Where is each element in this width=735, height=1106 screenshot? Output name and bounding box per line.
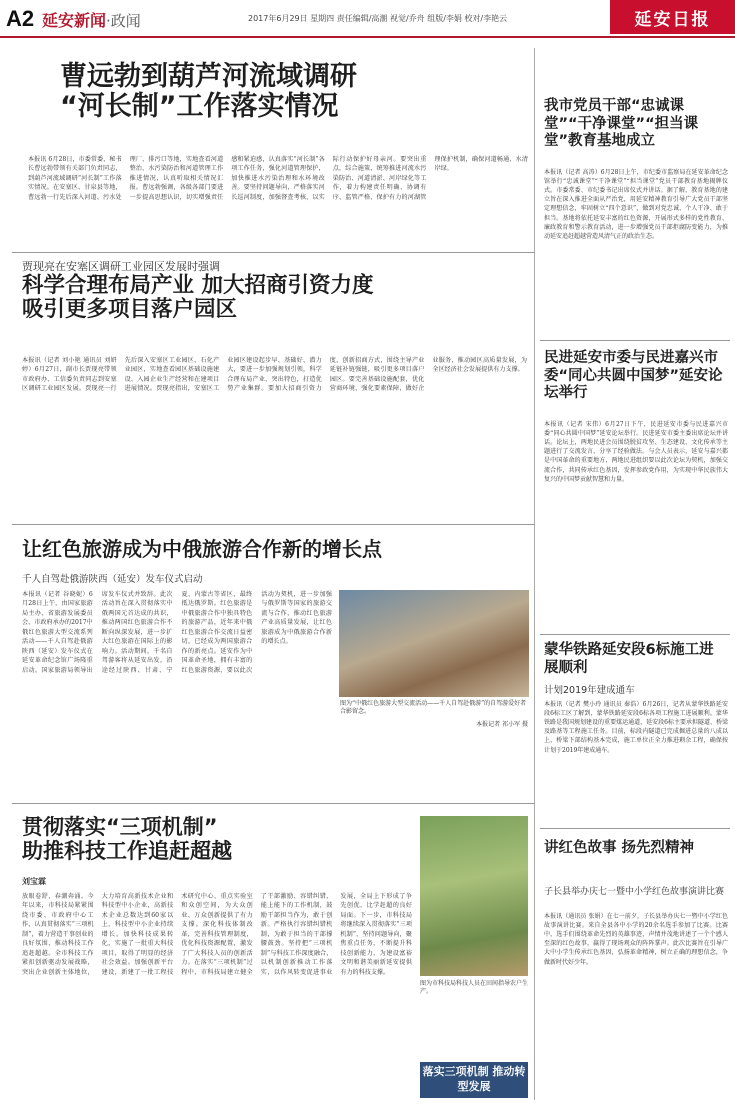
sidebar-3-body: 本报讯（记者 樊小玲 通讯员 秦浩）6月26日，记者从蒙华铁路延安段6标工区了解到，蒙华铁路延安段6标各项工程施工进展顺利。蒙华铁路是我国规划建设的重要煤运通道，延安段6标主要承担隧道、桥梁及路基等工程施工任务。目前，标段内隧道已完成掘进总量的八成以上，桥梁下部结构基本完成，施工单位正全力推进剩余工程，确保按计划于2019年建成通车。 [544,701,728,754]
article-3-photo [339,590,529,697]
article-2-headline [22,274,527,322]
sidebar-4-title: 讲红色故事 扬先烈精神 [544,840,695,856]
article-2-kicker: 贾现亮在安塞区调研工业园区发展时强调 [22,260,220,273]
sidebar-2-body: 本报讯（记者 宋伟）6月27日下午，民进延安市委与民进嘉兴市委“同心共圆中国梦”延安论坛举行。民进延安市委主委出席论坛并讲话。论坛上，两地民进会员围绕脱贫攻坚、生态建设、文化传承等主题进行了交流发言，分享了经验做法。与会人员表示，延安与嘉兴都是中国革命的重要地方，两地民进组织要以此次论坛为契机，加强交流合作，共同传承红色基因，发挥参政党作用，为实现中华民族伟大复兴的中国梦贡献智慧和力量。 [544,421,728,483]
sidebar-1-title: 我市党员干部“忠诚课堂”“干净课堂”“担当课堂”教育基地成立 [544,98,699,150]
sidebar-4-subtitle: 子长县举办庆七一暨中小学红色故事演讲比赛 [544,887,725,897]
article-4-title-line2: 助推科技工作追赶超越 [22,838,232,863]
article-2-body: 本报讯（记者 刘小艳 通讯员 刘妍婷）6月27日，副市长贾现亮带领市政府办、工信委负责同志到安塞区调研工业园区发展。贾现亮一行先后深入安塞区工业园区、石化产业园区，实地查看园区基础设施建设、入园企业生产经营和在建项目进展情况。贾现亮指出，安塞区工业园区建设起步早、基础好、潜力大，要进一步加强规划引领，科学合理布局产业，突出特色，打造优势产业集群。要加大招商引资力度，创新招商方式，围绕主导产业延链补链强链，吸引更多项目落户园区。要完善基础设施配套，优化营商环境，强化要素保障，做好企业服务，推动园区高质量发展，为全区经济社会发展提供有力支撑。 [22,357,527,393]
section-sub: ·政闻 [106,12,141,30]
divider [12,252,534,253]
article-3-photo-caption: 图为“中俄红色旅游大型交流活动——千人自驾赴俄游”的自驾游爱好者合影留念。 [340,700,527,716]
divider [12,803,534,804]
section-title [42,8,141,31]
header-rule [0,36,735,38]
article-4-photo-caption: 图为市科技局科技人员在田间指导农户生产。 [420,980,529,996]
article-3-body-cont [339,734,529,798]
sidebar-3-title: 蒙华铁路延安段6标施工进展顺利 [544,642,714,676]
sidebar-4-body: 本报讯（通讯员 张娟）在七一前夕，子长县举办庆七一暨中小学红色故事演讲比赛。来自全县各中小学的20余名选手参加了比赛。比赛中，选手们围绕革命先烈的英雄事迹，声情并茂地讲述了一个个感人至深的红色故事，赢得了现场观众的阵阵掌声。此次比赛旨在引导广大中小学生传承红色基因，弘扬革命精神，树立正确的理想信念，争做新时代好少年。 [544,913,728,966]
article-1-title-line2: “河长制”工作落实情况 [60,91,339,123]
article-1-body: 本报讯 6月28日，市委常委、秘书长曹远勃带领有关部门负责同志，到葫芦河流域调研“河长制”工作落实情况。在安塞区、甘泉县等地，曹远勃一行先后深入河道、污水处理厂、排污口等地，实地查看河道整治、水污染防治和河道管理工作推进情况，认真听取相关情况汇报。曹远勃强调，各级各部门要进一步提高思想认识，切实增强责任感和紧迫感，认真落实“河长制”各项工作任务，强化河道管理保护，加快推进水污染治理和水环境改善。要坚持问题导向，严格落实河长巡河制度，加强督查考核，以实际行动保护好母亲河。要突出重点，综合施策，统筹推进河流水污染防治、河道清淤、河岸绿化等工作，着力构建责任明确、协调有序、监管严格、保护有力的河湖管理保护机制，确保河道畅通、水清岸绿。 [28,156,528,201]
article-2-title-line1: 科学合理布局产业 加大招商引资力度 [22,273,374,298]
article-1-title-line1: 曹远勃到葫芦河流域调研 [60,61,357,92]
article-4-headline [22,816,322,863]
sidebar-2-title: 民进延安市委与民进嘉兴市委“同心共圆中国梦”延安论坛举行 [544,350,723,402]
article-3-subtitle: 千人自驾赴俄游陕西（延安）发车仪式启动 [22,574,203,585]
sidebar-3-subtitle: 计划2019年建成通车 [544,685,635,696]
sidebar-1-body: 本报讯（记者 高涛）6月28日上午，市纪委市监察局在延安革命纪念馆举行“忠诚课堂”“干净课堂”“担当课堂”党员干部教育基地揭牌仪式。市委常委、市纪委书记出席仪式并讲话。据了解，教育基地的建立旨在深入推进全面从严治党，用延安精神教育引导广大党员干部坚定理想信念，牢固树立“四个意识”，做到对党忠诚、个人干净、敢于担当。基地将依托延安丰富的红色资源，开展形式多样的党性教育、廉政教育和警示教育活动，进一步增强党员干部拒腐防变能力，为推动延安追赶超越营造风清气正的政治生态。 [544,169,728,240]
article-4-photo [420,816,528,976]
masthead-logo: 延安日报 [610,0,735,34]
article-4-title-line1: 贯彻落实“三项机制” [22,815,218,839]
column-divider [534,48,535,1100]
divider [540,634,730,635]
divider [12,524,534,525]
article-1-headline [60,62,520,122]
page-header [0,0,735,40]
article-2-title-line2: 吸引更多项目落户园区 [22,297,238,323]
section-name: 延安新闻 [42,11,107,30]
article-3-title: 让红色旅游成为中俄旅游合作新的增长点 [22,537,382,561]
page-number: A2 [6,6,35,31]
article-3-photo-credit: 本报记者 祁小军 摄 [476,721,528,728]
issue-meta: 2017年6月29日 星期四 责任编辑/高潮 视觉/乔舟 组版/李娟 校对/李艳云 [248,14,508,23]
article-4-byline: 刘宝霖 [22,877,46,886]
article-4-body: 放眼卷舒，春潮奔涌。今年以来，市科技局紧紧围绕市委、市政府中心工作，认真贯彻落实“三项机制”，着力营造干事创业的良好氛围，推动科技工作追赶超越。全市科技工作紧扣创新驱动发展战略，突出企业创新主体地位，大力培育高新技术企业和科技型中小企业，高新技术企业总数达到60家以上，科技型中小企业持续增长。加快科技成果转化，实施了一批重大科技项目，取得了明显的经济社会效益。加强创新平台建设，新建了一批工程技术研究中心、重点实验室和众创空间，为大众创业、万众创新提供了有力支撑。深化科技体制改革，完善科技管理制度，优化科技资源配置，激发了广大科技人员的创新活力。在落实“三项机制”过程中，市科技局建立健全了干部激励、容错纠错、能上能下的工作机制，鼓励干部担当作为，敢于创新。严格执行容错纠错机制，为敢于担当的干部撑腰鼓劲。坚持把“三项机制”与科技工作深度融合，以机制创新推动工作落实，以作风转变促进事业发展，全局上下形成了争先创优、比学赶超的良好局面。下一步，市科技局将继续深入贯彻落实“三项机制”，坚持问题导向，聚焦重点任务，不断提升科技创新能力，为建设富裕文明和谐美丽新延安提供有力的科技支撑。 [22,893,412,976]
article-4-promo-box: 落实三项机制 推动转型发展 [420,1062,528,1098]
divider [540,828,730,829]
article-3-body: 本报讯（记者 谷晓妮）6月28日上午，由国家旅游局主办、省旅游发展委员会、市政府承办的2017中俄红色旅游大型交流系列活动——千人自驾赴俄游陕西（延安）发车仪式在延安革命纪念馆广场隆重启动。国家旅游局领导出席发车仪式并致辞。此次活动旨在深入贯彻落实中俄两国元首达成的共识，推动两国红色旅游合作不断向纵深发展，进一步扩大红色旅游在国际上的影响力。活动期间，千名自驾游客将从延安出发，沿途经过陕西、甘肃、宁夏、内蒙古等省区，最终抵达俄罗斯。红色旅游是中俄旅游合作中独具特色的旅游产品，近年来中俄红色旅游合作交流日益密切，已经成为两国旅游合作的新亮点。延安作为中国革命圣地，拥有丰富的红色旅游资源，要以此次活动为契机，进一步加强与俄罗斯等国家的旅游交流与合作，推动红色旅游产业高质量发展，让红色旅游成为中俄旅游合作新的增长点。 [22,591,332,674]
divider [540,340,730,341]
